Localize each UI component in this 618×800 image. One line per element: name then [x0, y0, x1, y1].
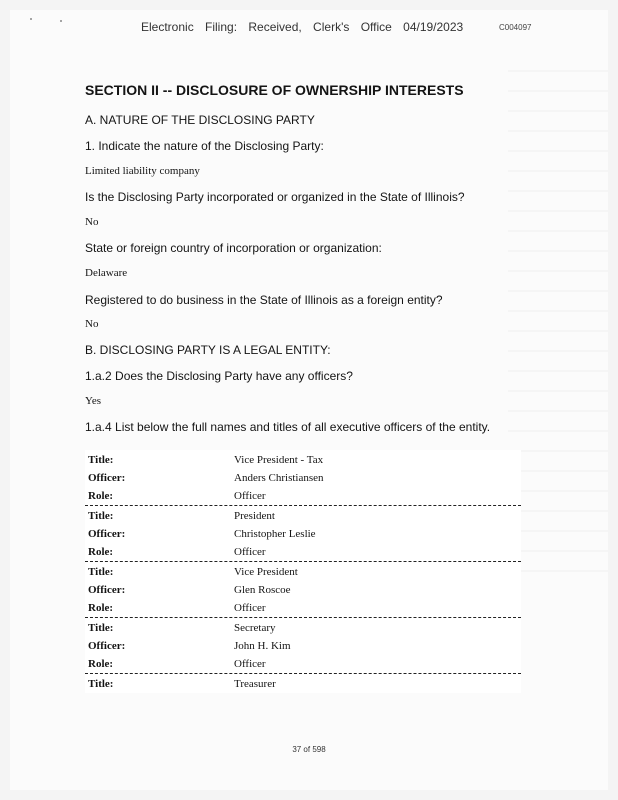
officer-title-row: [85, 619, 521, 637]
officer-role: Officer: [234, 602, 266, 614]
title-label: Title:: [88, 678, 114, 690]
officer-title: President: [234, 510, 275, 522]
officer-title: Vice President: [234, 566, 298, 578]
title-label: Title:: [88, 566, 114, 578]
officer-name-row: [85, 469, 521, 487]
officer-title-row: [85, 451, 521, 469]
officer-label: Officer:: [88, 640, 126, 652]
officer-name: Christopher Leslie: [234, 528, 316, 540]
officer-role-row: [85, 487, 521, 505]
title-label: Title:: [88, 454, 114, 466]
role-label: Role:: [88, 490, 114, 502]
question-foreign-entity: Registered to do business in the State of Illinois as a foreign entity?: [85, 293, 443, 307]
officer-name: Glen Roscoe: [234, 584, 291, 596]
officer-role-row: [85, 543, 521, 561]
officer-role: Officer: [234, 490, 266, 502]
officer-name: Anders Christiansen: [234, 472, 324, 484]
officer-name-row: [85, 525, 521, 543]
officer-role-row: [85, 655, 521, 673]
officer-title: Treasurer: [234, 678, 276, 690]
officer-role-row: [85, 599, 521, 617]
officer-label: Officer:: [88, 528, 126, 540]
role-label: Role:: [88, 602, 114, 614]
officer-role: Officer: [234, 658, 266, 670]
question-incorporation-state: State or foreign country of incorporation or organization:: [85, 241, 382, 255]
officer-title: Secretary: [234, 622, 276, 634]
officer-entry: [85, 450, 521, 506]
officer-title-row: [85, 675, 521, 693]
scan-bleed-through: [508, 70, 608, 590]
officer-entry: [85, 562, 521, 618]
part-a-heading: A. NATURE OF THE DISCLOSING PARTY: [85, 113, 315, 127]
officer-name-row: [85, 637, 521, 655]
answer-has-officers: Yes: [85, 395, 102, 407]
question-illinois-incorporated: Is the Disclosing Party incorporated or organized in the State of Illinois?: [85, 190, 465, 204]
page-number: 37 of 598: [292, 745, 326, 754]
role-label: Role:: [88, 658, 114, 670]
officer-title-row: [85, 507, 521, 525]
officer-title: Vice President - Tax: [234, 454, 324, 466]
answer-nature: Limited liability company: [85, 165, 200, 177]
answer-incorporation-state: Delaware: [85, 267, 128, 279]
officer-entry: [85, 506, 521, 562]
question-has-officers: 1.a.2 Does the Disclosing Party have any officers?: [85, 369, 353, 383]
section-title: SECTION II -- DISCLOSURE OF OWNERSHIP INTERESTS: [85, 82, 464, 98]
role-label: Role:: [88, 546, 114, 558]
title-label: Title:: [88, 510, 114, 522]
filing-stamp: Electronic Filing: Received, Clerk's Office 04/19/2023: [141, 20, 464, 34]
officer-label: Officer:: [88, 472, 126, 484]
title-label: Title:: [88, 622, 114, 634]
answer-illinois-incorporated: No: [85, 216, 99, 228]
answer-foreign-entity: No: [85, 318, 99, 330]
officer-title-row: [85, 563, 521, 581]
officer-label: Officer:: [88, 584, 126, 596]
officer-role: Officer: [234, 546, 266, 558]
part-b-heading: B. DISCLOSING PARTY IS A LEGAL ENTITY:: [85, 343, 331, 357]
officer-entry: [85, 618, 521, 674]
question-list-officers: 1.a.4 List below the full names and titles of all executive officers of the entity.: [85, 420, 491, 434]
officer-name-row: [85, 581, 521, 599]
officer-name: John H. Kim: [234, 640, 291, 652]
officer-entry: [85, 674, 521, 693]
officers-table: [85, 450, 521, 693]
document-code: C004097: [499, 23, 532, 32]
question-nature: 1. Indicate the nature of the Disclosing Party:: [85, 139, 324, 153]
filing-header: [0, 20, 618, 38]
